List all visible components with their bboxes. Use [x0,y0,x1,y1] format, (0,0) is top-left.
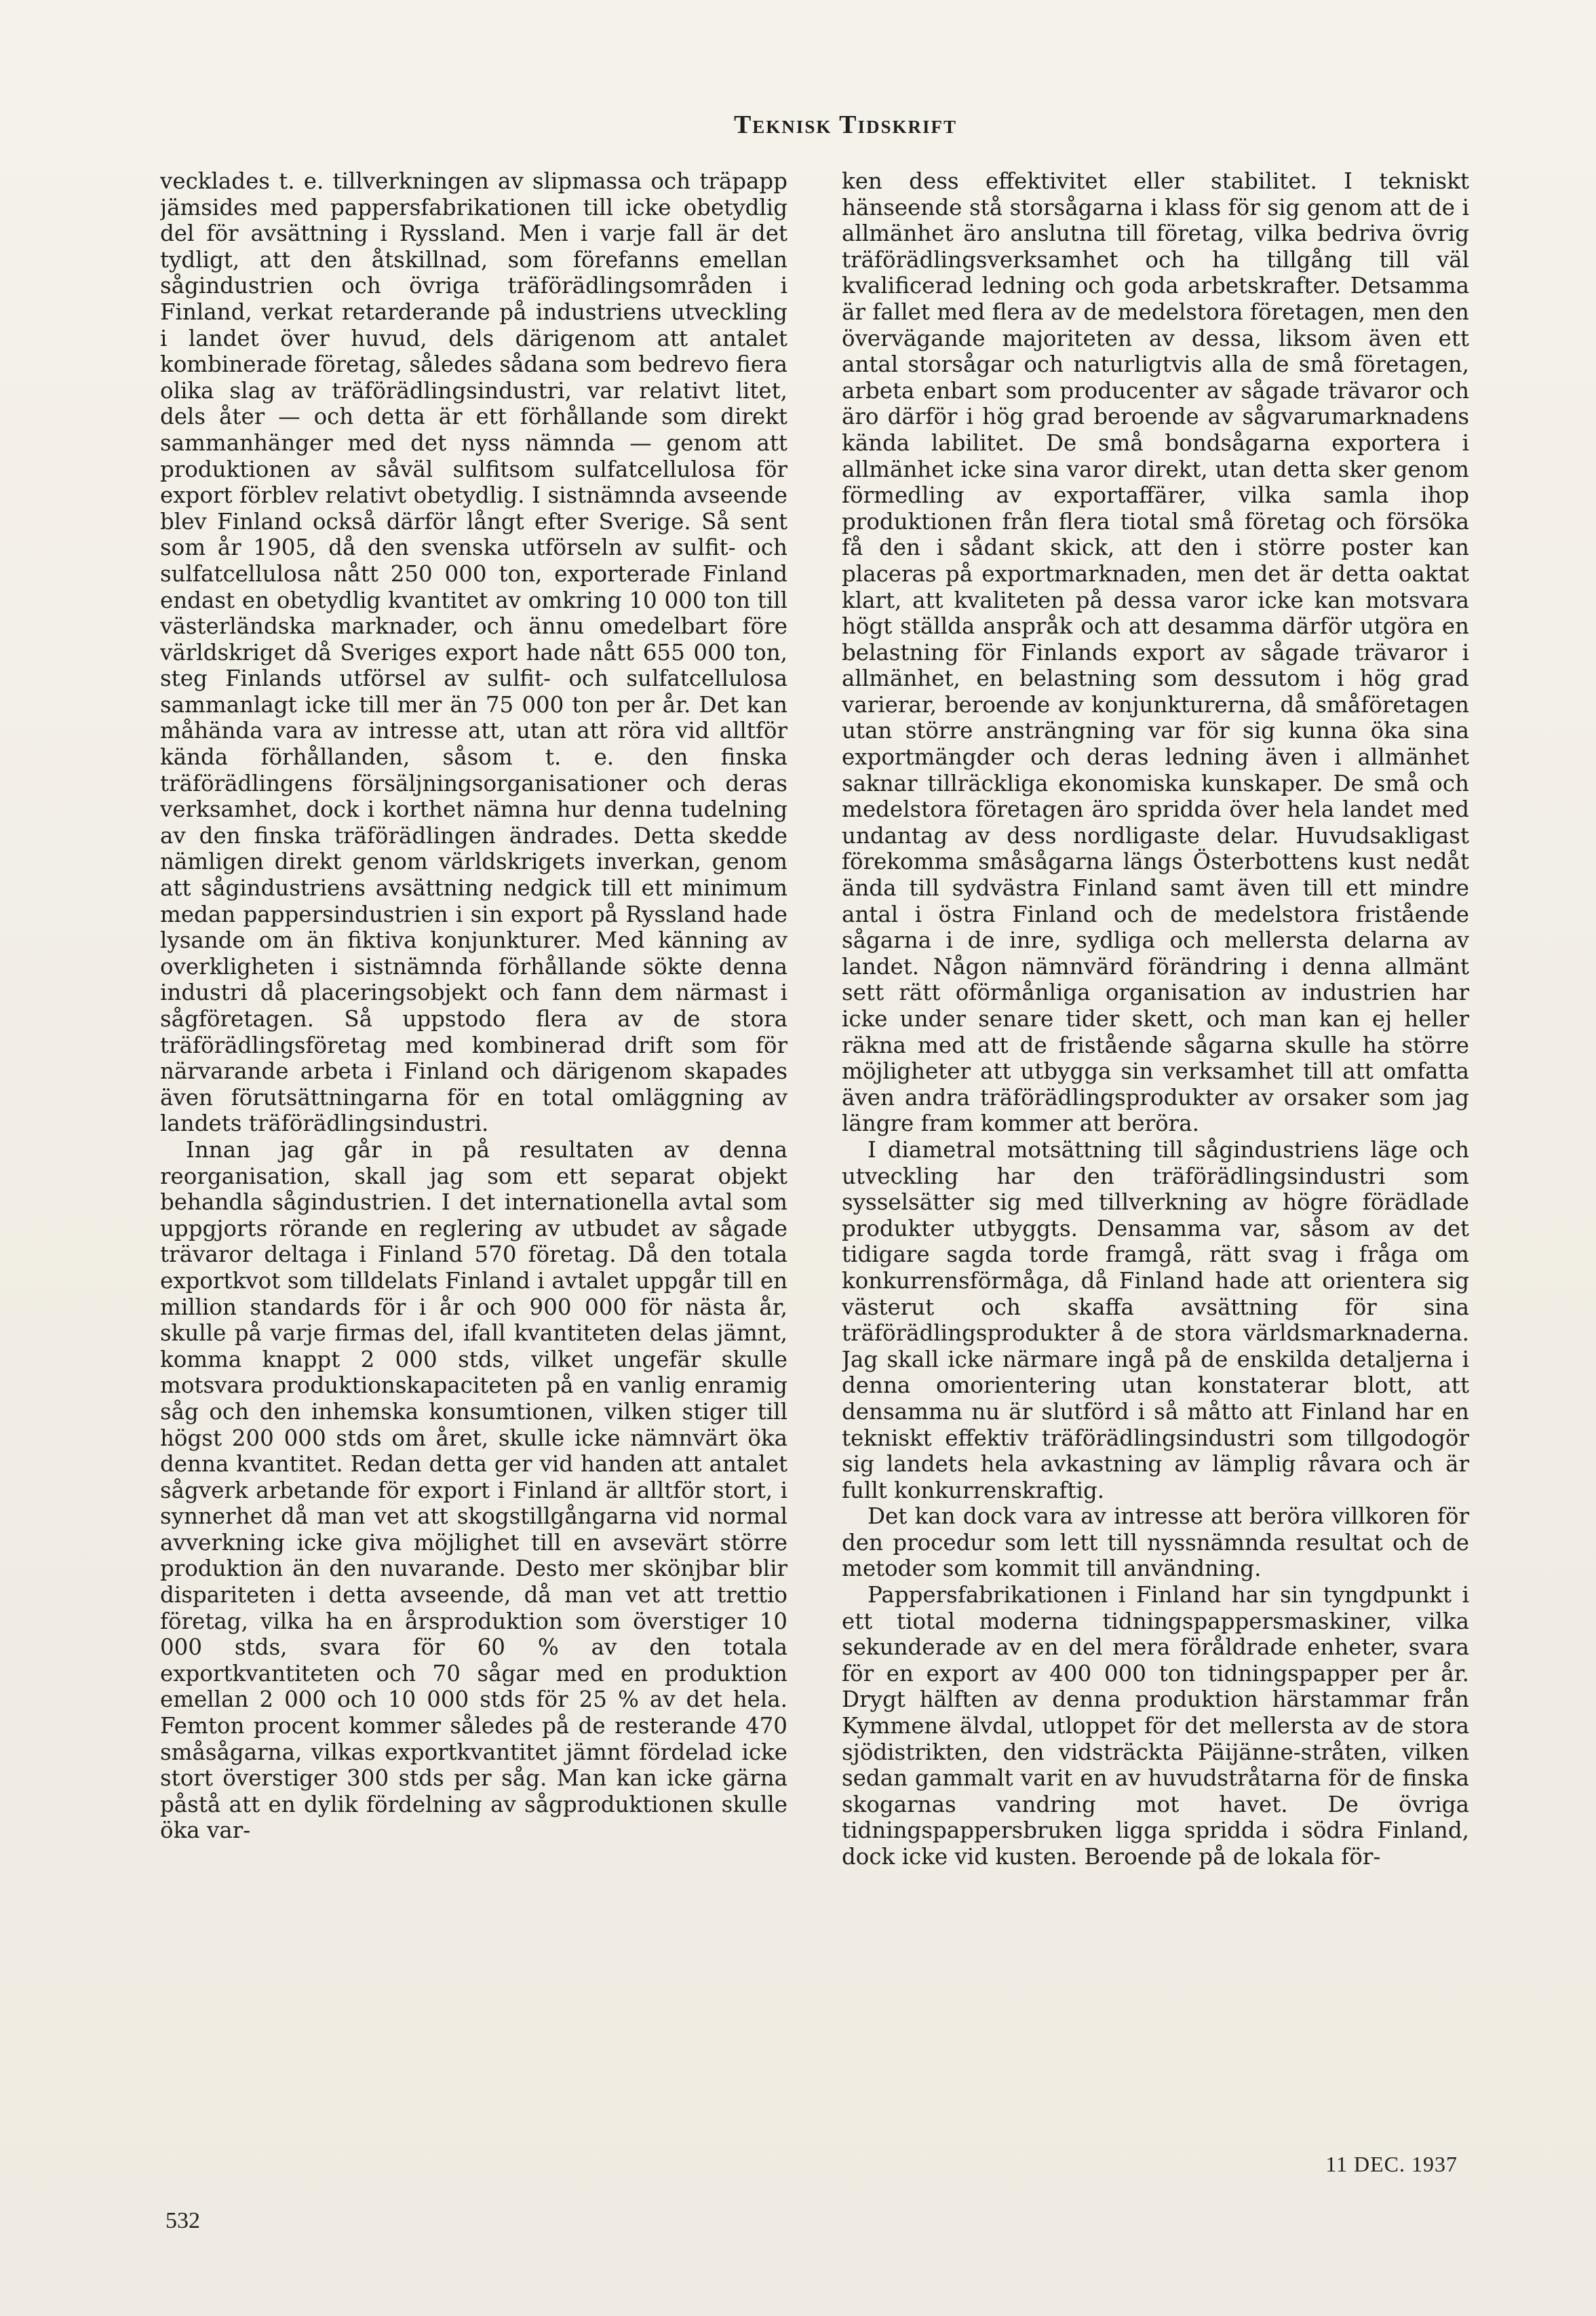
paragraph: vecklades t. e. tillverkningen av slipmassa och träpapp jämsides med pappersfabrikationen till icke obetydlig del för avsättning i Ryssland. Men i varje fall är det tydligt, att den åtskillnad, som förefanns emellan sågindustrien och övriga träförädlingsområden i Finland, verkat retarderande på industriens utveckling i landet över huvud, dels därigenom att antalet kombinerade företag, således sådana som bedrevo fiera olika slag av träförädlingsindustri, var relativt litet, dels åter — och detta är ett förhållande som direkt sammanhänger med det nyss nämnda — genom att produktionen av såväl sulfitsom sulfatcellulosa för export förblev relativt obetydlig. I sistnämnda avseende blev Finland också därför långt efter Sverige. Så sent som år 1905, då den svenska utförseln av sulfit- och sulfatcellulosa nått 250 000 ton, exporterade Finland endast en obetydlig kvantitet av omkring 10 000 ton till västerländska marknader, och ännu omedelbart före världskriget då Sveriges export hade nått 655 000 ton, steg Finlands utförsel av sulfit- och sulfatcellulosa sammanlagt icke till mer än 75 000 ton per år. Det kan måhända vara av intresse att, utan att röra vid alltför kända förhållanden, såsom t. e. den finska träförädlingens försäljningsorganisationer och deras verksamhet, dock i korthet nämna hur denna tudelning av den finska träförädlingen ändrades. Detta skedde nämligen direkt genom världskrigets inverkan, genom att sågindustriens avsättning nedgick till ett minimum medan pappersindustrien i sin export på Ryssland hade lysande om än fiktiva konjunkturer. Med känning av overkligheten i sistnämnda förhållande sökte denna industri då placeringsobjekt och fann dem närmast i sågföretagen. Så uppstodo flera av de stora träförädlingsföretag med kombinerad drift som för närvarande arbeta i Finland och därigenom skapades även förutsättningarna för en total omläggning av landets träförädlingsindustri. [160,168,787,1137]
left-column [160,168,787,2197]
paragraph: ken dess effektivitet eller stabilitet. I tekniskt hänseende stå storsågarna i klass för sig genom att de i allmänhet äro anslutna till företag, vilka bedriva övrig träförädlingsverksamhet och ha tillgång till väl kvalificerad ledning och goda arbetskrafter. Detsamma är fallet med flera av de medelstora företagen, men den övervägande majoriteten av dessa, liksom även ett antal storsågar och naturligtvis alla de små företagen, arbeta enbart som producenter av sågade trävaror och äro därför i hög grad beroende av sågvarumarknadens kända labilitet. De små bondsågarna exportera i allmänhet icke sina varor direkt, utan detta sker genom förmedling av exportaffärer, vilka samla ihop produktionen från flera tiotal små företag och försöka få den i sådant skick, att den i större poster kan placeras på exportmarknaden, men det är detta oaktat klart, att kvaliteten på dessa varor icke kan motsvara högt ställda anspråk och att desamma därför utgöra en belastning för Finlands export av sågade trävaror i allmänhet, en belastning som dessutom i hög grad varierar, beroende av konjunkturerna, då småföretagen utan större ansträngning var för sig kunna öka sina exportmängder och deras ledning även i allmänhet saknar tillräckliga ekonomiska kunskaper. De små och medelstora företagen äro spridda över hela landet med undantag av dess nordligaste delar. Huvudsakligast förekomma småsågarna längs Österbottens kust nedåt ända till sydvästra Finland samt även till ett mindre antal i östra Finland och de medelstora fristående sågarna i de inre, sydliga och mellersta delarna av landet. Någon nämnvärd förändring i denna allmänt sett rätt oförmånliga organisation av industrien har icke under senare tider skett, och man kan ej heller räkna med att de fristående sågarna skulle ha större möjligheter att utbygga sin verksamhet till att omfatta även andra träförädlingsprodukter av orsaker som jag längre fram kommer att beröra. [842,168,1469,1137]
journal-title: Teknisk Tidskrift [733,111,958,139]
paragraph: Pappersfabrikationen i Finland har sin tyngdpunkt i ett tiotal moderna tidningspappersmaskiner, vilka sekunderade av en del mera föråldrade enheter, svara för en export av 400 000 ton tidningspapper per år. Drygt hälften av denna produktion härstammar från Kymmene älvdal, utloppet för det mellersta av de stora sjödistrikten, den vidsträckta Päijänne-stråten, vilken sedan gammalt varit en av huvudstråtarna för de finska skogarnas vandring mot havet. De övriga tidningspappersbruken ligga spridda i södra Finland, dock icke vid kusten. Beroende på de lokala för- [842,1582,1469,1870]
text-columns [160,168,1469,2197]
page-number: 532 [166,2208,200,2233]
paragraph: I diametral motsättning till sågindustriens läge och utveckling har den träförädlingsindustri som sysselsätter sig med tillverkning av högre förädlade produkter utbyggts. Densamma var, såsom av det tidigare sagda torde framgå, rätt svag i fråga om konkurrensförmåga, då Finland hade att orientera sig västerut och skaffa avsättning för sina träförädlingsprodukter å de stora världsmarknaderna. Jag skall icke närmare ingå på de enskilda detaljerna i denna omorientering utan konstaterar blott, att densamma nu är slutförd i så måtto att Finland har en tekniskt effektiv träförädlingsindustri som tillgodogör sig landets hela avkastning av lämplig råvara och är fullt konkurrenskraftig. [842,1136,1469,1503]
paragraph: Det kan dock vara av intresse att beröra villkoren för den procedur som lett till nyssnämnda resultat och de metoder som kommit till användning. [842,1503,1469,1582]
issue-date: 11 DEC. 1937 [1325,2152,1458,2176]
running-header [0,110,1596,140]
paragraph: Innan jag går in på resultaten av denna reorganisation, skall jag som ett separat objekt behandla sågindustrien. I det internationella avtal som uppgjorts rörande en reglering av utbudet av sågade trävaror deltaga i Finland 570 företag. Då den totala exportkvot som tilldelats Finland i avtalet uppgår till en million standards för i år och 900 000 för nästa år, skulle på varje firmas del, ifall kvantiteten delas jämnt, komma knappt 2 000 stds, vilket ungefär skulle motsvara produktionskapaciteten på en vanlig enramig såg och den inhemska konsumtionen, vilken stiger till högst 200 000 stds om året, skulle icke nämnvärt öka denna kvantitet. Redan detta ger vid handen att antalet sågverk arbetande för export i Finland är alltför stort, i synnerhet då man vet att skogstillgångarna vid normal avverkning icke giva möjlighet till en avsevärt större produktion än den nuvarande. Desto mer skönjbar blir dispariteten i detta avseende, då man vet att trettio företag, vilka ha en årsproduktion som överstiger 10 000 stds, svara för 60 % av den totala exportkvantiteten och 70 sågar med en produktion emellan 2 000 och 10 000 stds för 25 % av det hela. Femton procent kommer således på de resterande 470 småsågarna, vilkas exportkvantitet jämnt fördelad icke stort överstiger 300 stds per såg. Man kan icke gärna påstå att en dylik fördelning av sågproduktionen skulle öka var- [160,1136,787,1844]
right-column [842,168,1469,2197]
